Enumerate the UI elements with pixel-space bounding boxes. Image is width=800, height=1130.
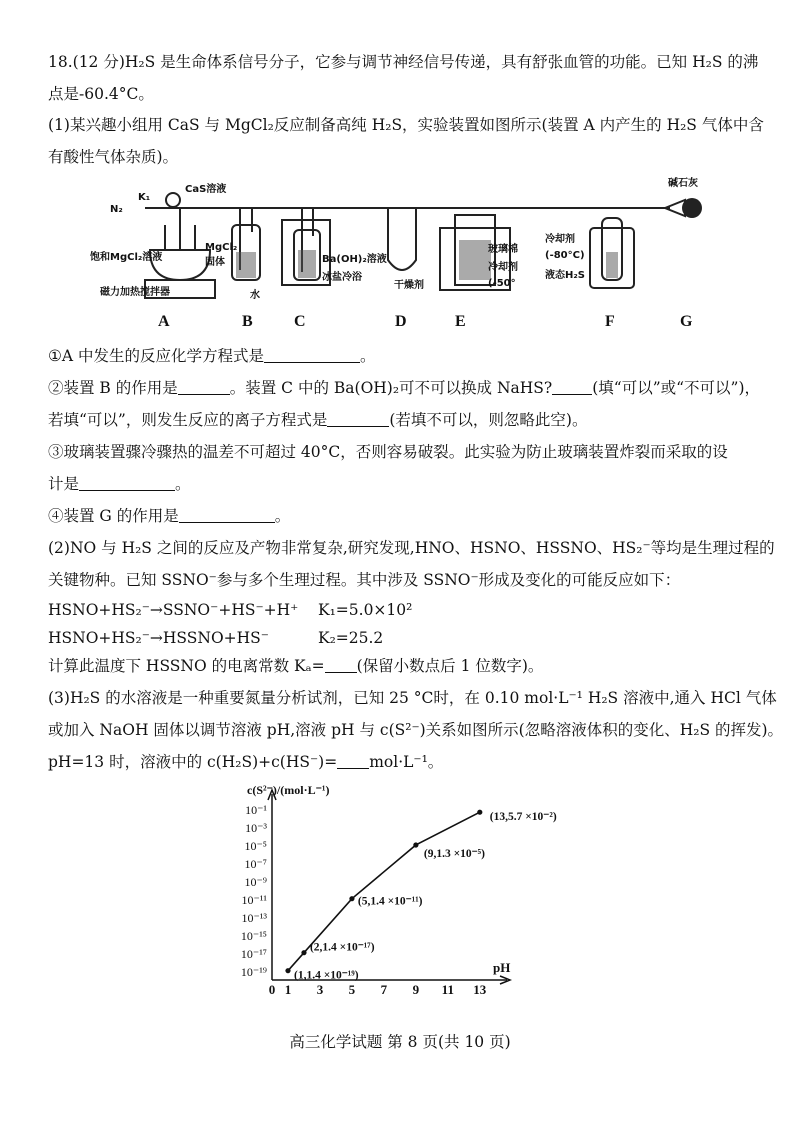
q2-answer-blank-3[interactable] <box>327 411 389 427</box>
data-label: (1,1.4 ×10⁻¹⁹) <box>293 969 359 982</box>
x-tick-label: 0 <box>268 982 276 997</box>
x-axis-title: pH <box>493 960 511 975</box>
u-tube-d <box>388 208 416 270</box>
data-label: (13,5.7 ×10⁻²) <box>489 811 557 824</box>
label-baoh2: Ba(OH)₂溶液 <box>322 254 387 265</box>
q3-answer-blank[interactable] <box>79 475 175 491</box>
data-label: (5,1.4 ×10⁻¹¹) <box>357 895 423 908</box>
q3-line1: ③玻璃装置骤冷骤热的温差不可超过 40°C，否则容易破裂。此实验为防止玻璃装置炸裂而采取的设 <box>48 443 728 461</box>
apparatus-letter-c: C <box>294 313 306 330</box>
label-soda-lime: 碱石灰 <box>668 178 698 189</box>
x-tick-label: 13 <box>473 982 487 997</box>
x-tick-label: 9 <box>412 982 420 997</box>
label-drying-agent: 干燥剂 <box>394 280 424 291</box>
data-point <box>413 842 418 847</box>
y-tick-label: 10⁻¹⁷ <box>240 947 267 961</box>
q2-line2: 若填“可以”，则发生反应的离子方程式是 (若填不可以，则忽略此空)。 <box>48 411 588 429</box>
apparatus-letter-d: D <box>395 313 407 330</box>
x-tick-label: 1 <box>284 982 292 997</box>
x-tick-label: 3 <box>316 982 324 997</box>
apparatus-letter-f: F <box>605 313 615 330</box>
data-label: (9,1.3 ×10⁻⁵) <box>423 847 485 860</box>
label-ice-salt: 冰盐冷浴 <box>322 272 362 283</box>
apparatus-letter-g: G <box>680 313 693 330</box>
label-n2: N₂ <box>110 204 123 215</box>
label-stirrer: 磁力加热搅拌器 <box>100 287 170 298</box>
q1-answer-blank[interactable] <box>264 347 360 363</box>
part3-question: pH=13 时，溶液中的 c(H₂S)+c(HS⁻)= mol·L⁻¹。 <box>48 753 444 771</box>
q2-line1: ②装置 B 的作用是 。装置 C 中的 Ba(OH)₂可不可以换成 NaHS? (填“可以”或“不可以”)， <box>48 379 761 397</box>
label-cas: CaS溶液 <box>185 184 227 195</box>
x-tick-label: 11 <box>441 982 454 997</box>
apparatus-letter-b: B <box>242 313 253 330</box>
y-tick-label: 10⁻⁹ <box>244 875 267 889</box>
equation-2: HSNO+HS₂⁻→HSSNO+HS⁻ <box>48 629 269 647</box>
part3-line1: (3)H₂S 的水溶液是一种重要氮量分析试剂，已知 25 °C时，在 0.10 mol·L⁻¹ H₂S 溶液中,通入 HCl 气体 <box>48 689 777 707</box>
apparatus-letter-e: E <box>455 313 466 330</box>
part3-line2: 或加入 NaOH 固体以调节溶液 pH,溶液 pH 与 c(S²⁻)关系如图所示(忽略溶液体积的变化、H₂S 的挥发)。 <box>48 721 784 739</box>
data-point <box>301 950 306 955</box>
data-point <box>477 810 482 815</box>
data-point <box>285 968 290 973</box>
funnel-a <box>166 193 180 207</box>
label-mgcl2-solid: MgCl₂ <box>205 242 238 253</box>
q2-answer-blank-1[interactable] <box>178 379 230 395</box>
question-header-line2: 点是-60.4°C。 <box>48 85 154 103</box>
y-tick-label: 10⁻¹⁵ <box>240 929 267 943</box>
label-liquid-h2s: 液态H₂S <box>545 270 585 281</box>
data-point <box>349 896 354 901</box>
soda-lime-bulb <box>682 198 702 218</box>
x-tick-label: 7 <box>380 982 388 997</box>
part1-intro-line1: (1)某兴趣小组用 CaS 与 MgCl₂反应制备高纯 H₂S，实验装置如图所示(装置 A 内产生的 H₂S 气体中含 <box>48 116 764 134</box>
q3-line2: 计是 。 <box>48 475 191 493</box>
ph-sulfide-chart <box>225 780 585 1000</box>
apparatus-letter-a: A <box>158 313 170 330</box>
label-coolant-e: 冷却剂 <box>488 262 518 273</box>
part1-intro-line2: 有酸性气体杂质)。 <box>48 148 179 166</box>
x-tick-label: 5 <box>348 982 356 997</box>
q1-line: ①A 中发生的反应化学方程式是 。 <box>48 347 376 365</box>
ka-answer-blank[interactable] <box>325 657 357 673</box>
y-tick-label: 10⁻¹⁹ <box>240 965 267 979</box>
label-mgcl2-solution: 饱和MgCl₂溶液 <box>90 252 163 263</box>
concentration-answer-blank[interactable] <box>337 753 369 769</box>
equilibrium-k1: K₁=5.0×10² <box>318 601 413 619</box>
y-tick-label: 10⁻⁷ <box>244 857 267 871</box>
y-tick-label: 10⁻⁵ <box>244 839 267 853</box>
label-mgcl2-solid2: 固体 <box>205 257 225 268</box>
y-tick-label: 10⁻³ <box>245 821 267 835</box>
q4-answer-blank[interactable] <box>179 507 275 523</box>
label-water: 水 <box>250 290 260 301</box>
equation-1: HSNO+HS₂⁻→SSNO⁻+HS⁻+H⁺ <box>48 601 299 619</box>
y-tick-label: 10⁻¹ <box>245 803 267 817</box>
y-tick-label: 10⁻¹¹ <box>241 893 267 907</box>
y-tick-label: 10⁻¹³ <box>241 911 267 925</box>
part2-line2: 关键物种。已知 SSNO⁻参与多个生理过程。其中涉及 SSNO⁻形成及变化的可能反应如下： <box>48 571 681 589</box>
y-axis-title: c(S²⁻)/(mol·L⁻¹) <box>247 783 330 797</box>
data-label: (2,1.4 ×10⁻¹⁷) <box>309 941 375 954</box>
page-footer: 高三化学试题 第 8 页(共 10 页) <box>289 1033 511 1051</box>
label-coolant-f: 冷却剂 <box>545 234 575 245</box>
q4-line: ④装置 G 的作用是 。 <box>48 507 291 525</box>
label-k1: K₁ <box>138 192 151 203</box>
equilibrium-k2: K₂=25.2 <box>318 629 384 647</box>
label-glass-wool: 玻璃棉 <box>488 244 518 255</box>
part2-line1: (2)NO 与 H₂S 之间的反应及产物非常复杂,研究发现,HNO、HSNO、HSSNO、HS₂⁻等均是生理过程的 <box>48 539 775 557</box>
label-coolant-f-temp: (-80°C) <box>545 250 585 261</box>
q2-answer-blank-2[interactable] <box>552 379 592 395</box>
apparatus-diagram <box>90 170 710 332</box>
label-coolant-e-temp: (-50° <box>488 278 516 289</box>
part2-question: 计算此温度下 HSSNO 的电离常数 Kₐ= (保留小数点后 1 位数字)。 <box>48 657 544 675</box>
question-header-line1: 18.(12 分)H₂S 是生命体系信号分子，它参与调节神经信号传递，具有舒张血管的功能。已知 H₂S 的沸 <box>48 53 759 71</box>
q1-text: ①A 中发生的反应化学方程式是 <box>48 347 265 365</box>
